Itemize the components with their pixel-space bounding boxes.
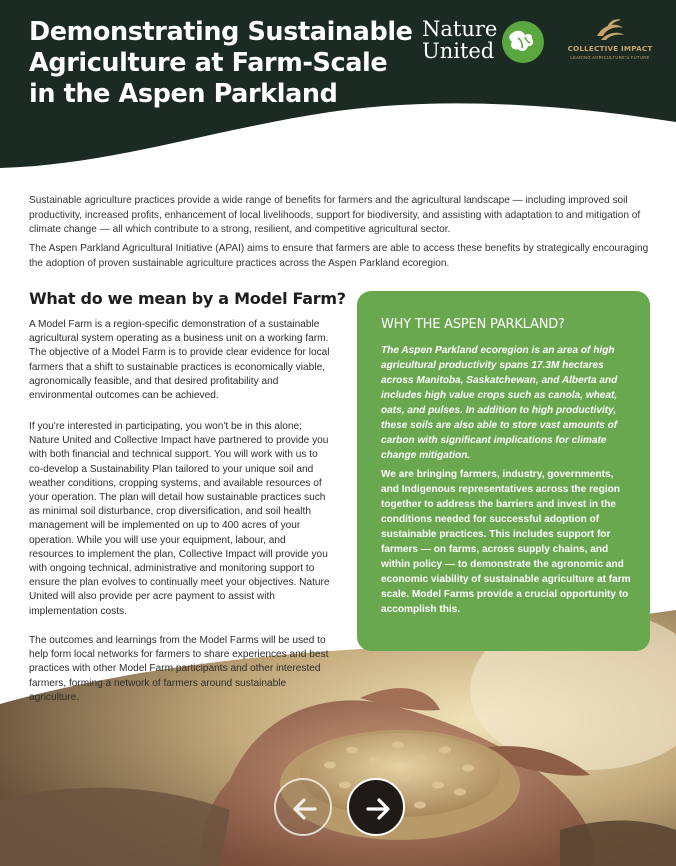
wheat-swirl-icon [593, 16, 627, 42]
intro-paragraph: The Aspen Parkland Agricultural Initiative (APAI) aims to ensure that farmers are able to access these benefits by strategically encouraging the adoption of proven sustainable agriculture practices across the Aspen Parkland ecoregion. [29, 243, 649, 269]
collective-impact-name: COLLECTIVE IMPACT [567, 44, 653, 53]
aspen-parkland-callout [357, 291, 650, 651]
model-farm-paragraph: The outcomes and learnings from the Model Farms will be used to help form local networks for farmers to share experiences and best practices with other Model Farm participants and other interested farmers, forming a network of farmers around sustainable agriculture. [29, 635, 329, 703]
title-line: in the Aspen Parkland [29, 79, 338, 109]
callout-paragraph: We are bringing farmers, industry, governments, and Indigenous representatives across the region together to address the barriers and invest in the conditions needed for successful adoption of sustainable practices. This includes support for farmers — on farms, across supply chains, and within policy — to demonstrate the agronomic and economic viability of sustainable agriculture at farm scale. Model Farms provide a crucial opportunity to accomplish this. [381, 469, 631, 615]
callout-heading: WHY THE ASPEN PARKLAND? [381, 317, 565, 332]
page-header [0, 0, 676, 185]
intro-paragraph: Sustainable agriculture practices provide a wide range of benefits for farmers and the agricultural landscape — including improved soil productivity, increased profits, enhancement of local livelihoods, support for biodiversity, and assisting with adaptation to and mitigation of climate change — all which contribute to a strong, resilient, and competitive agricultural sector. [29, 195, 641, 235]
previous-page-button[interactable] [274, 778, 332, 836]
callout-italic-paragraph: The Aspen Parkland ecoregion is an area of high agricultural productivity spans 17.3M hectares across Manitoba, Saskatchewan, and Alberta and includes high value crops such as canola, wheat, oats, and pulses. In addition to high productivity, these soils are also able to store vast amounts of carbon with significant implications for climate change mitigation. [381, 345, 618, 461]
nature-united-logo [422, 18, 547, 66]
collective-impact-tagline: LEADING AGRICULTURE'S FUTURE [570, 55, 650, 60]
collective-impact-logo [560, 16, 660, 68]
model-farm-paragraph: A Model Farm is a region-specific demonstration of a sustainable agricultural system operating as a business unit on a working farm. The objective of a Model Farm is to provide clear evidence for local farmers that a shift to sustainable practices is economically viable, agronomically feasible, and that desired profitability and environmental outcomes can be achieved. [29, 319, 330, 402]
arrow-right-icon [362, 793, 394, 825]
model-farm-paragraph: If you're interested in participating, you won't be in this alone; Nature United and Collective Impact have partnered to provide you with both financial and technical support. You will work with us to co-develop a Sustainability Plan tailored to your unique soil and weather conditions, cropping systems, and available resources of your operation. The plan will detail how sustainable practices such as minimal soil disturbance, crop diversification, and soil health management will be implemented on up to 400 acres of your operation. While you will use your equipment, labour, and resources to implement the plan, Collective Impact will provide you with ongoing technical, administrative and monitoring support to ensure the plan evolves to continually meet your objectives. Nature United will also provide per acre payment to assist with implementation costs. [29, 421, 330, 617]
next-page-button[interactable] [347, 778, 405, 836]
arrow-left-icon [289, 793, 321, 825]
model-farm-heading: What do we mean by a Model Farm? [29, 289, 346, 308]
globe-leaf-icon [501, 20, 545, 64]
page-title [29, 17, 419, 110]
title-line: Demonstrating Sustainable [29, 17, 413, 47]
title-line: Agriculture at Farm-Scale [29, 48, 388, 78]
nature-united-wordmark: Nature United [422, 17, 498, 63]
